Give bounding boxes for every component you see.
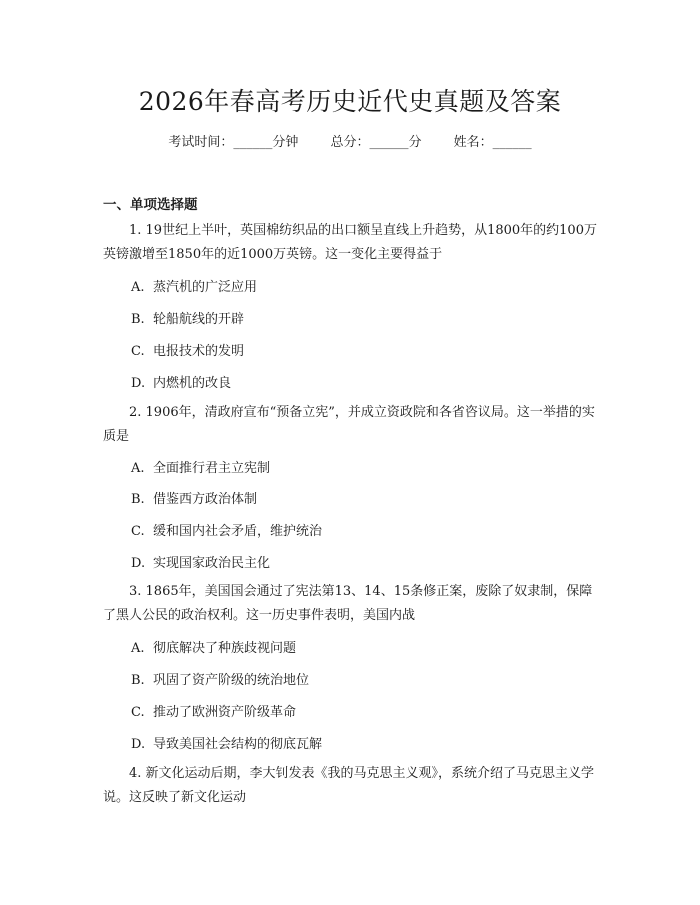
- option-letter: C.: [131, 705, 145, 720]
- option-letter: C.: [131, 344, 145, 359]
- question-1-option-d: [131, 372, 231, 391]
- option-text: 轮船航线的开辟: [153, 312, 245, 327]
- question-2-option-c: [131, 520, 322, 539]
- question-2-option-d: [131, 552, 270, 571]
- page-title: 2026年春高考历史近代史真题及答案: [138, 87, 562, 116]
- option-text: 内燃机的改良: [153, 376, 232, 391]
- question-3-option-a: [131, 637, 296, 656]
- question-3: 3. 1865年，美国国会通过了宪法第13、14、15条修正案，废除了奴隶制，保障了黑人公民的政治权利。这一历史事件表明，美国内战: [103, 584, 593, 623]
- option-text: 彻底解决了种族歧视问题: [153, 641, 297, 656]
- option-letter: A.: [131, 280, 145, 295]
- question-3-option-b: [131, 669, 309, 688]
- option-text: 推动了欧洲资产阶级革命: [153, 705, 297, 720]
- option-letter: B.: [131, 312, 145, 327]
- section-heading: 一、单项选择题: [103, 197, 198, 213]
- student-name-field: 姓名：______: [453, 135, 532, 150]
- question-2: 2. 1906年，清政府宣布“预备立宪”，并成立资政院和各省咨议局。这一举措的实质是: [103, 405, 595, 444]
- option-letter: D.: [131, 737, 146, 752]
- option-text: 实现国家政治民主化: [153, 556, 271, 571]
- question-1-option-c: [131, 340, 244, 359]
- option-text: 电报技术的发明: [153, 344, 245, 359]
- question-2-option-a: [131, 457, 270, 476]
- option-text: 蒸汽机的广泛应用: [153, 280, 258, 295]
- option-letter: A.: [131, 641, 145, 656]
- question-3-option-d: [131, 733, 322, 752]
- option-letter: C.: [131, 524, 145, 539]
- question-1: 1. 19世纪上半叶，英国棉纺织品的出口额呈直线上升趋势，从1800年的约100万英镑激增至1850年的近1000万英镑。这一变化主要得益于: [103, 223, 597, 262]
- question-1-option-b: [131, 308, 244, 327]
- option-text: 导致美国社会结构的彻底瓦解: [153, 737, 323, 752]
- option-text: 缓和国内社会矛盾，维护统治: [153, 524, 323, 539]
- option-letter: B.: [131, 492, 145, 507]
- question-1-option-a: [131, 276, 257, 295]
- exam-meta: [0, 131, 700, 150]
- option-letter: A.: [131, 461, 145, 476]
- option-text: 全面推行君主立宪制: [153, 461, 271, 476]
- option-letter: D.: [131, 556, 146, 571]
- exam-time-field: 考试时间：______分钟: [168, 135, 299, 150]
- option-letter: D.: [131, 376, 146, 391]
- question-3-option-c: [131, 701, 296, 720]
- option-text: 借鉴西方政治体制: [153, 492, 258, 507]
- question-4: 4. 新文化运动后期，李大钊发表《我的马克思主义观》，系统介绍了马克思主义学说。这反映了新文化运动: [103, 766, 595, 805]
- option-text: 巩固了资产阶级的统治地位: [153, 673, 310, 688]
- question-2-option-b: [131, 488, 257, 507]
- total-score-field: 总分：______分: [330, 135, 422, 150]
- option-letter: B.: [131, 673, 145, 688]
